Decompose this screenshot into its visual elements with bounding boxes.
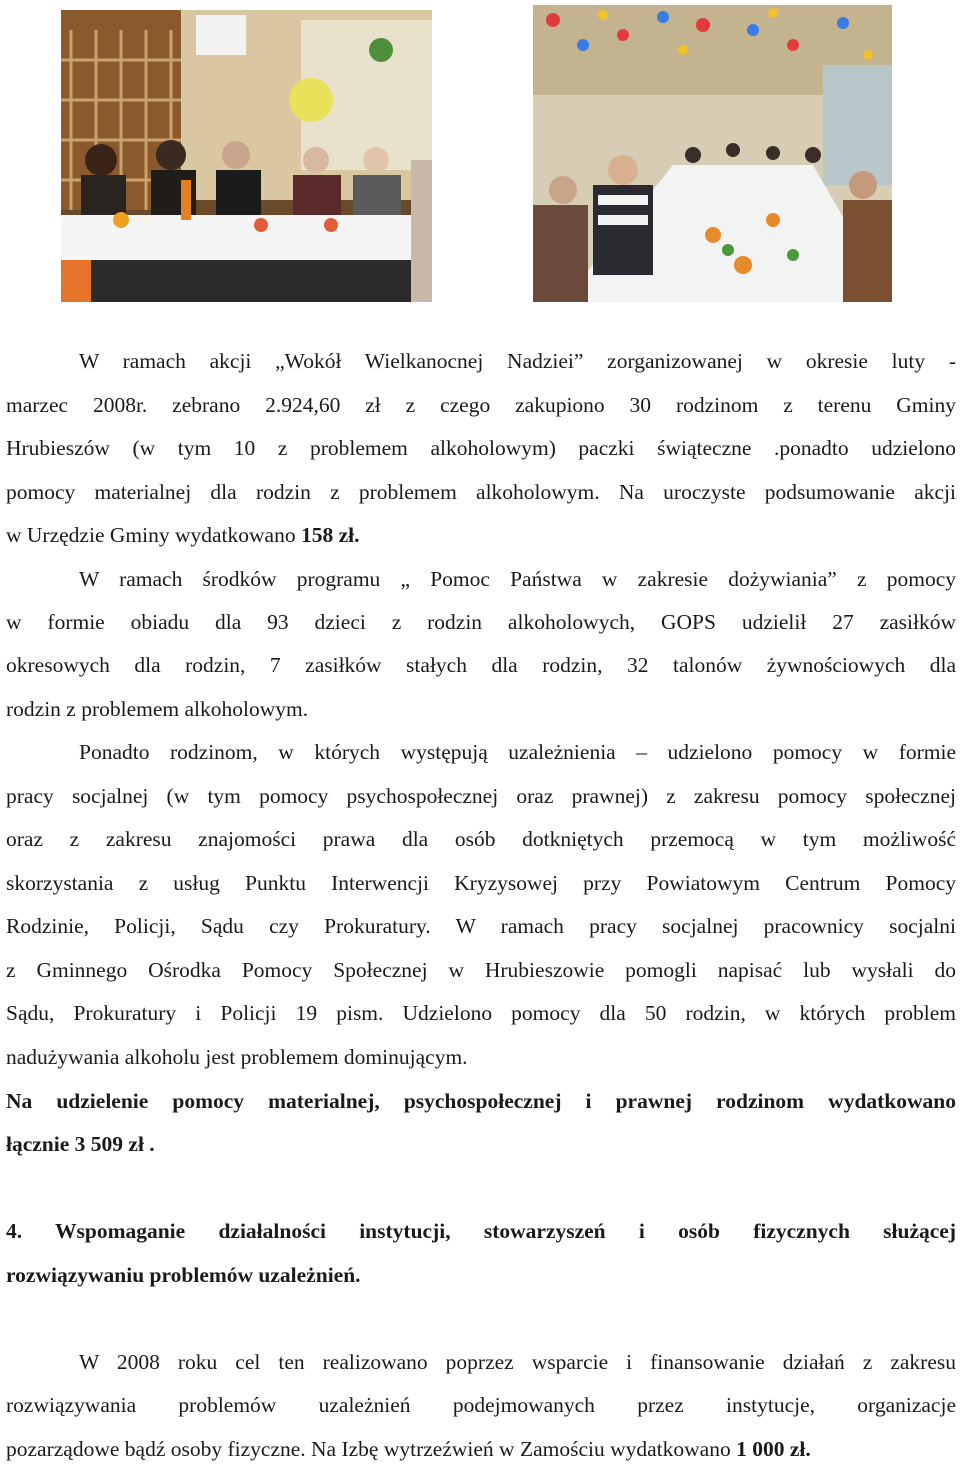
paragraph-line: rozwiązywania problemów uzależnień podejmowanych przez instytucje, organizacje (6, 1393, 956, 1417)
paragraph-line: skorzystania z usług Punktu Interwencji Kryzysowej przy Powiatowym Centrum Pomocy (6, 871, 956, 895)
amount-bold: 1 000 zł. (736, 1437, 811, 1461)
paragraph-line: w formie obiadu dla 93 dzieci z rodzin alkoholowych, GOPS udzielił 27 zasiłków (6, 610, 956, 634)
summary-line: Na udzielenie pomocy materialnej, psychospołecznej i prawnej rodzinom wydatkowano (6, 1089, 956, 1113)
paragraph-line: W 2008 roku cel ten realizowano poprzez wsparcie i finansowanie działań z zakresu (79, 1350, 956, 1374)
amount-bold: 158 zł. (300, 523, 360, 547)
photo-long-table-hall (533, 5, 892, 302)
paragraph-line: oraz z zakresu znajomości prawa dla osób dotkniętych przemocą w tym możliwość (6, 827, 956, 851)
paragraph-line: W ramach akcji „Wokół Wielkanocnej Nadziei” zorganizowanej w okresie luty - (79, 349, 956, 373)
paragraph-line: pracy socjalnej (w tym pomocy psychospołecznej oraz prawnej) z zakresu pomocy społecznej (6, 784, 956, 808)
event-photo-right (533, 5, 892, 302)
paragraph-line: okresowych dla rodzin, 7 zasiłków stałych dla rodzin, 32 talonów żywnościowych dla (6, 653, 956, 677)
paragraph-text: w Urzędzie Gminy wydatkowano (6, 523, 301, 547)
paragraph-line (6, 1436, 956, 1462)
paragraph-line: z Gminnego Ośrodka Pomocy Społecznej w Hrubieszowie pomogli napisać lub wysłali do (6, 958, 956, 982)
section-heading: rozwiązywaniu problemów uzależnień. (6, 1263, 361, 1287)
paragraph-line (6, 522, 956, 548)
paragraph-line: marzec 2008r. zebrano 2.924,60 zł z czego zakupiono 30 rodzinom z terenu Gminy (6, 393, 956, 417)
paragraph-line: rodzin z problemem alkoholowym. (6, 697, 309, 721)
event-photo-left (61, 10, 432, 302)
paragraph-line: nadużywania alkoholu jest problemem dominującym. (6, 1045, 468, 1069)
paragraph-line: Hrubieszów (w tym 10 z problemem alkoholowym) paczki świąteczne .ponadto udzielono (6, 436, 956, 460)
paragraph-line: Rodzinie, Policji, Sądu czy Prokuratury. W ramach pracy socjalnej pracownicy socjalni (6, 914, 956, 938)
photo-people-at-table (61, 10, 432, 302)
paragraph-line: W ramach środków programu „ Pomoc Państwa w zakresie dożywiania” z pomocy (79, 567, 956, 591)
paragraph-line: Ponadto rodzinom, w których występują uzależnienia – udzielono pomocy w formie (79, 740, 956, 764)
summary-line: łącznie 3 509 zł . (6, 1132, 155, 1156)
paragraph-line: pomocy materialnej dla rodzin z problemem alkoholowym. Na uroczyste podsumowanie akcji (6, 480, 956, 504)
section-heading: 4. Wspomaganie działalności instytucji, stowarzyszeń i osób fizycznych służącej (6, 1219, 956, 1243)
paragraph-line: Sądu, Prokuratury i Policji 19 pism. Udzielono pomocy dla 50 rodzin, w których problem (6, 1001, 956, 1025)
paragraph-text: pozarządowe bądź osoby fizyczne. Na Izbę wytrzeźwień w Zamościu wydatkowano (6, 1437, 737, 1461)
